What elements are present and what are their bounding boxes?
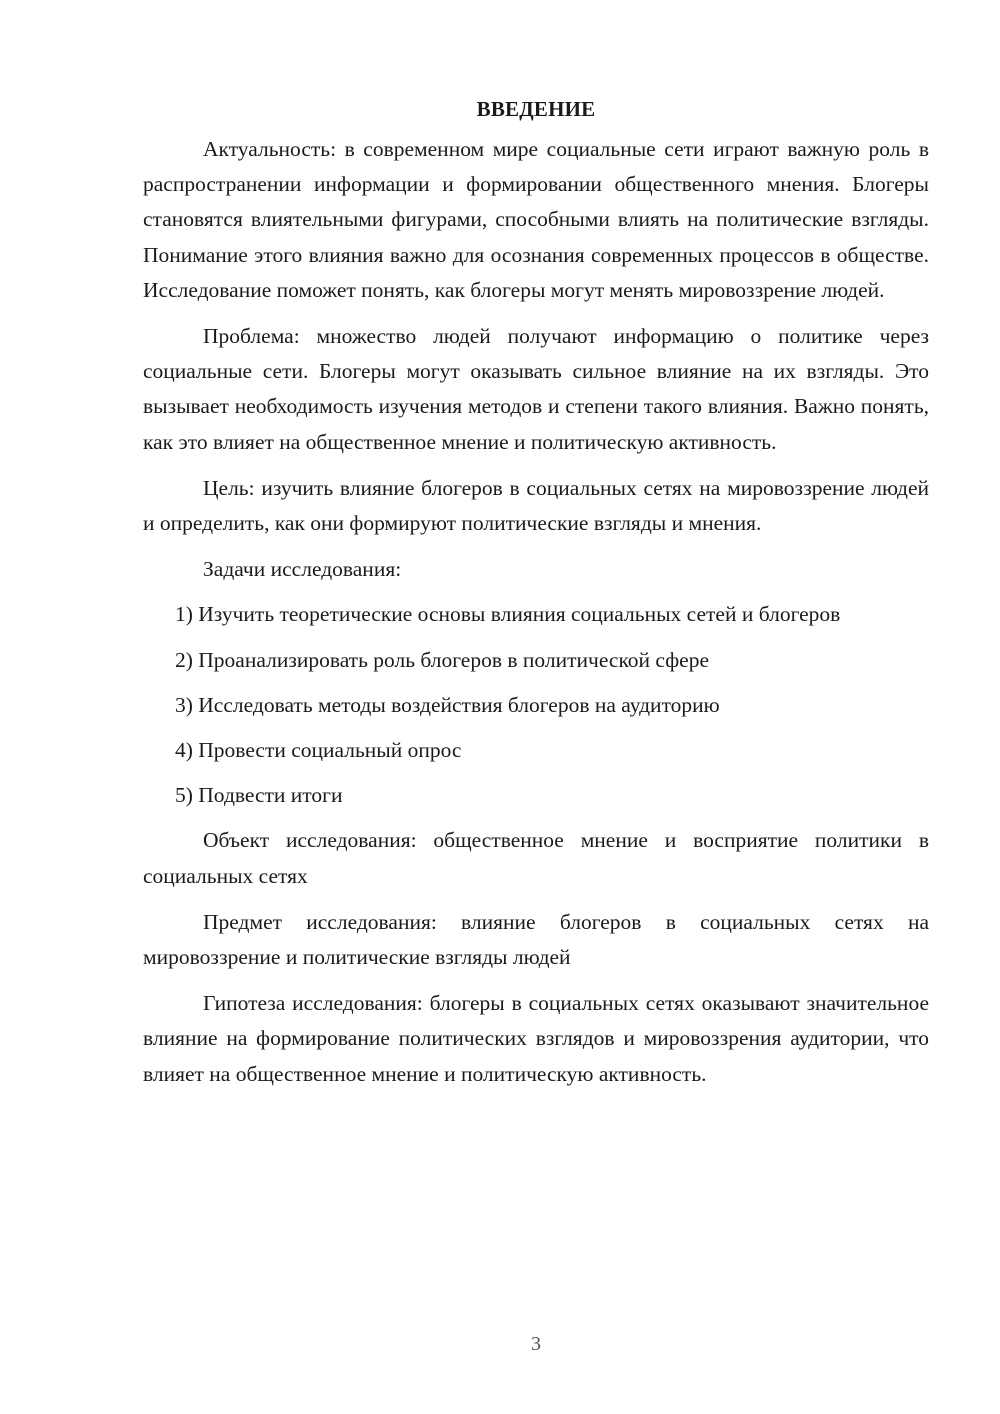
list-item: 3) Исследовать методы воздействия блогеров на аудиторию [175,692,720,717]
list-item: 5) Подвести итоги [175,783,343,808]
paragraph-subject: Предмет исследования: влияние блогеров в социальных сетях на мировоззрение и политические взгляды людей [143,909,929,970]
section-title: ВВЕДЕНИЕ [476,97,596,121]
paragraph-relevance: Актуальность: в современном мире социальные сети играют важную роль в распространении информации и формировании общественного мнения. Блогеры становятся влиятельными фигурами, способными влиять на политические взгляды. Понимание этого влияния важно для осознания современных процессов в обществе. Исследование поможет понять, как блогеры могут менять мировоззрение людей. [143,137,929,302]
list-item: 1) Изучить теоретические основы влияния социальных сетей и блогеров [175,602,841,627]
paragraph-object: Объект исследования: общественное мнение и восприятие политики в социальных сетях [143,828,929,888]
list-item: 4) Провести социальный опрос [175,738,462,763]
tasks-list [143,597,929,813]
page-number: 3 [531,1333,541,1355]
paragraph-problem: Проблема: множество людей получают информацию о политике через социальные сети. Блогеры могут оказывать сильное влияние на их взгляды. Это вызывает необходимость изучения методов и степени такого влияния. Важно понять, как это влияет на общественное мнение и политическую активность. [143,324,929,454]
document-page [143,92,929,1103]
list-item: 2) Проанализировать роль блогеров в политической сфере [175,647,709,672]
paragraph-hypothesis: Гипотеза исследования: блогеры в социальных сетях оказывают значительное влияние на формирование политических взглядов и мировоззрения аудитории, что влияет на общественное мнение и политическую активность. [143,991,929,1086]
tasks-heading: Задачи исследования: [203,557,402,582]
paragraph-goal: Цель: изучить влияние блогеров в социальных сетях на мировоззрение людей и определить, как они формируют политические взгляды и мнения. [143,475,929,536]
